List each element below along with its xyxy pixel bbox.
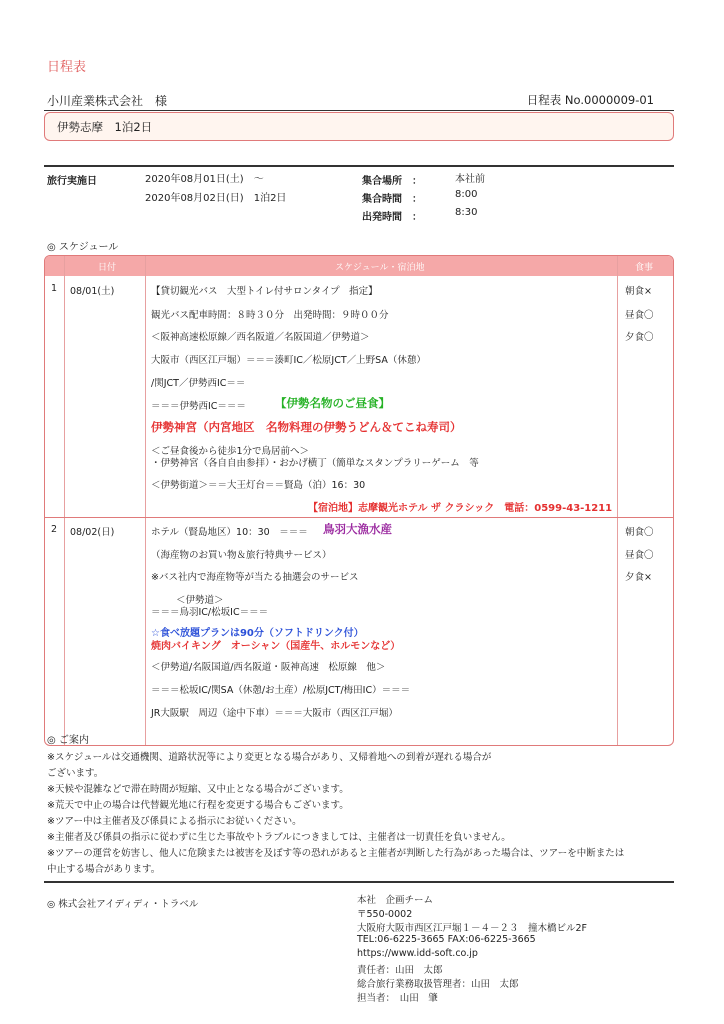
day1-line: ・伊勢神宮（各自自由参拝）・おかげ横丁（簡単なスタンプラリーゲーム 等 bbox=[151, 458, 479, 469]
header-schedule: スケジュール・宿泊地 bbox=[335, 263, 425, 273]
footer-company: ◎ 株式会社アイディディ・トラベル bbox=[47, 899, 199, 910]
footer-divider bbox=[44, 881, 674, 883]
tour-name-box bbox=[44, 112, 674, 141]
meet-place: 本社前 bbox=[455, 174, 485, 185]
note-line: ※主催者及び係員の指示に従わずに生じた事故やトラブルにつきましては、主催者は一切責任を負いません。 bbox=[47, 832, 511, 843]
page-title: 日程表 bbox=[47, 60, 87, 75]
notes-section-label: ◎ ご案内 bbox=[47, 735, 89, 746]
date-label: 旅行実施日 bbox=[47, 176, 97, 187]
col-divider bbox=[64, 256, 65, 745]
schedule-table bbox=[44, 255, 674, 746]
footer-line: 本社 企画チーム bbox=[357, 895, 434, 906]
day2-meal-dinner: 夕食× bbox=[625, 572, 652, 583]
header-meals: 食事 bbox=[635, 263, 654, 273]
footer-line: 〒550-0002 bbox=[357, 909, 413, 920]
day1-line: /関JCT／伊勢西IC＝＝ bbox=[151, 378, 246, 389]
day2-meal-lunch: 昼食〇 bbox=[625, 550, 654, 561]
day1-lunch-highlight: 【伊勢名物のご昼食】 bbox=[275, 396, 390, 410]
day2-meal-breakfast: 朝食〇 bbox=[625, 527, 654, 538]
day2-line: ＝＝＝松坂IC/関SA（休憩/お土産）/松原JCT/梅田IC）＝＝＝ bbox=[151, 685, 411, 696]
footer-website: https://www.idd-soft.co.jp bbox=[357, 948, 478, 959]
col-divider bbox=[145, 256, 146, 745]
footer-line: 大阪府大阪市西区江戸堀１－４－２３ 撞木橋ビル2F bbox=[357, 923, 588, 934]
day1-line: 【貸切観光バス 大型トイレ付サロンタイプ 指定】 bbox=[151, 286, 378, 297]
footer-line: 総合旅行業務取扱管理者：山田 太郎 bbox=[357, 979, 519, 990]
day2-yakiniku: 焼肉バイキング オーシャン（国産牛、ホルモンなど） bbox=[151, 641, 401, 652]
header-date: 日付 bbox=[98, 263, 117, 273]
day1-meal-lunch: 昼食〇 bbox=[625, 310, 654, 321]
footer-line: TEL:06-6225-3665 FAX:06-6225-3665 bbox=[357, 934, 536, 945]
day1-line: ＜ご昼食後から徒歩1分で鳥居前へ＞ bbox=[151, 446, 310, 457]
schedule-section-label: ◎ スケジュール bbox=[47, 242, 119, 253]
note-line: ※スケジュールは交通機関、道路状況等により変更となる場合があり、又帰着地への到着が遅れる場合が bbox=[47, 752, 492, 763]
note-line: ※ツアーの運営を妨害し、他人に危険または被害を及ぼす等の恐れがあると主催者が判断した行為があった場合は、ツアーを中断または bbox=[47, 848, 625, 859]
day1-line: 観光バス配車時間：８時３０分 出発時間：９時００分 bbox=[151, 310, 389, 321]
day1-line: ＝＝＝伊勢西IC＝＝＝ bbox=[151, 401, 246, 412]
note-line: 中止する場合があります。 bbox=[47, 864, 161, 875]
day2-line: ＜伊勢道/名阪国道/西名阪道・阪神高速 松原線 他＞ bbox=[151, 662, 386, 673]
day1-hotel: 【宿泊地】志摩観光ホテル ザ クラシック 電話：0599-43-1211 bbox=[308, 503, 613, 514]
customer-name: 小川産業株式会社 様 bbox=[47, 94, 168, 108]
day1-number: 1 bbox=[51, 283, 58, 294]
meet-place-label: 集合場所 ： bbox=[362, 176, 422, 187]
date-start: 2020年08月01日(土) ～ bbox=[145, 174, 264, 185]
day1-meal-breakfast: 朝食× bbox=[625, 286, 652, 297]
day2-line: ＝＝＝鳥羽IC/松坂IC＝＝＝ bbox=[151, 607, 269, 618]
note-line: ※ツアー中は主催者及び係員による指示にお従いください。 bbox=[47, 816, 302, 827]
day1-line: ＜伊勢街道＞＝＝大王灯台＝＝賢島（泊）16：30 bbox=[151, 480, 366, 491]
day1-ise-jingu-highlight: 伊勢神宮（内宮地区 名物料理の伊勢うどん＆てこね寿司） bbox=[151, 420, 462, 434]
note-line: ※天候や混雑などで滞在時間が短縮、又中止となる場合がございます。 bbox=[47, 784, 349, 795]
depart-time-label: 出発時間 ： bbox=[362, 212, 422, 223]
day1-date: 08/01(土) bbox=[70, 286, 115, 297]
day2-line: ※バス社内で海産物等が当たる抽選会のサービス bbox=[151, 572, 359, 583]
day2-line: JR大阪駅 周辺（途中下車）＝＝＝大阪市（西区江戸堀） bbox=[151, 708, 398, 719]
day2-date: 08/02(日) bbox=[70, 527, 115, 538]
day2-number: 2 bbox=[51, 524, 58, 535]
note-line: ※荒天で中止の場合は代替観光地に行程を変更する場合もございます。 bbox=[47, 800, 349, 811]
date-end: 2020年08月02日(日) 1泊2日 bbox=[145, 193, 287, 204]
depart-time: 8:30 bbox=[455, 207, 478, 218]
day1-line: ＜阪神高速松原線／西名阪道／名阪国道／伊勢道＞ bbox=[151, 332, 370, 343]
tour-name: 伊勢志摩 1泊2日 bbox=[57, 120, 153, 134]
table-header bbox=[45, 256, 673, 276]
day1-meal-dinner: 夕食〇 bbox=[625, 332, 654, 343]
col-divider bbox=[617, 256, 618, 745]
meet-time: 8:00 bbox=[455, 189, 478, 200]
day2-buffet-plan: ☆食べ放題プランは90分（ソフトドリンク付） bbox=[151, 628, 364, 639]
header-divider bbox=[44, 110, 674, 111]
day2-line: ＜伊勢道＞ bbox=[176, 595, 224, 606]
info-divider bbox=[44, 165, 674, 167]
note-line: ございます。 bbox=[47, 768, 104, 779]
footer-line: 担当者： 山田 肇 bbox=[357, 993, 438, 1004]
day2-line: （海産物のお買い物＆旅行特典サービス） bbox=[151, 550, 332, 561]
day1-line: 大阪市（西区江戸堀）＝＝＝湊町IC／松原JCT／上野SA（休憩） bbox=[151, 355, 426, 366]
day2-toba-highlight: 鳥羽大漁水産 bbox=[323, 522, 392, 536]
meet-time-label: 集合時間 ： bbox=[362, 194, 422, 205]
row-divider bbox=[45, 517, 673, 518]
day2-line: ホテル（賢島地区）10：30 ＝＝＝ bbox=[151, 527, 308, 538]
footer-line: 責任者：山田 太郎 bbox=[357, 965, 443, 976]
schedule-number: 日程表 No.0000009-01 bbox=[526, 93, 654, 107]
